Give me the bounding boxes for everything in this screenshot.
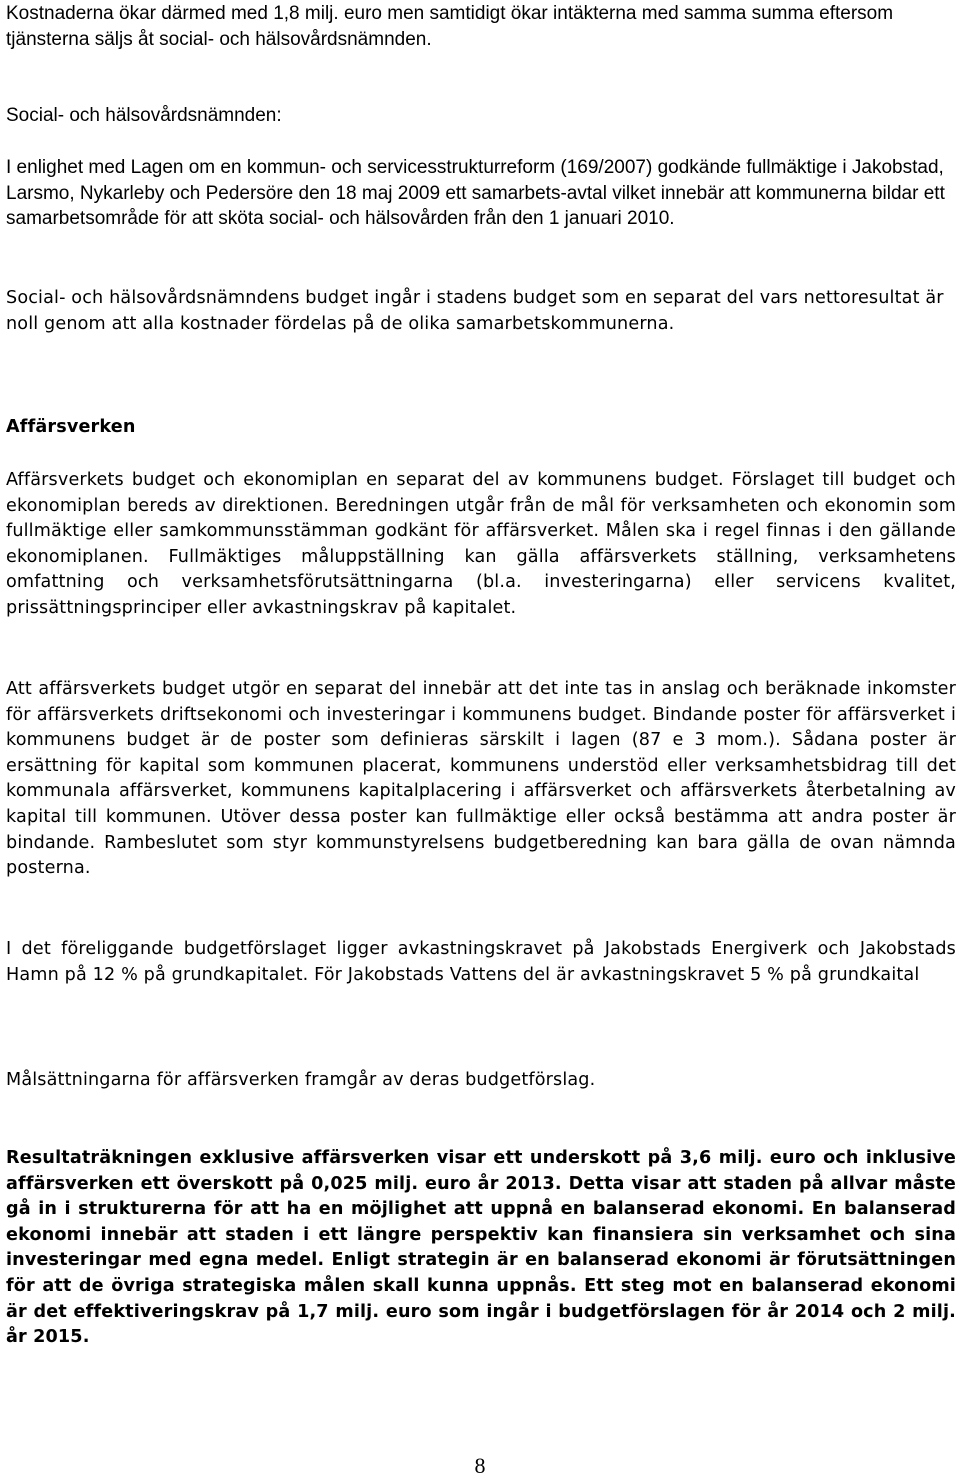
affarsverken-paragraph-3: I det föreliggande budgetförslaget ligger avkastningskravet på Jakobstads Energiverk och Jakobstads Hamn på 12 % på grundkapitalet. För Jakobstads Vattens del är avkastningskravet 5 % på grundkaital	[6, 939, 956, 985]
affarsverken-heading: Affärsverken	[6, 417, 136, 437]
social-heading: Social- och hälsovårdsnämnden:	[6, 105, 282, 126]
malsattning-paragraph: Målsättningarna för affärsverken framgår av deras budgetförslag.	[6, 1070, 596, 1090]
affarsverken-paragraph-1: Affärsverkets budget och ekonomiplan en separat del av kommunens budget. Förslaget till budget och ekonomiplan bereds av direktionen. Beredningen utgår från de mål för verksamheten och ekonomin som fullmäktige eller samkommunsstämman godkänt för affärsverket. Målen ska i regel finnas i den gällande ekonomiplanen. Fullmäktiges måluppställning kan gälla affärsverkets ställning, verksamhetens omfattning och verksamhetsförutsättningarna (bl.a. investeringarna) eller servicens kvalitet, prissättningsprinciper eller avkastningskrav på kapitalet.	[6, 470, 956, 618]
intro-paragraph: Kostnaderna ökar därmed med 1,8 milj. euro men samtidigt ökar intäkterna med samma summa eftersom tjänsterna säljs åt social- och hälsovårdsnämnden.	[6, 3, 894, 50]
page-number: 8	[474, 1453, 486, 1478]
social-paragraph-2: Social- och hälsovårdsnämndens budget ingår i stadens budget som en separat del vars nettoresultat är noll genom att alla kostnader fördelas på de olika samarbetskommunerna.	[6, 288, 944, 334]
social-paragraph-1: I enlighet med Lagen om en kommun- och servicesstrukturreform (169/2007) godkände fullmäktige i Jakobstad, Larsmo, Nykarleby och Pedersöre den 18 maj 2009 ett samarbets-avtal vilket innebär att kommunerna bildar ett samarbetsområde för att sköta social- och hälsovården från den 1 januari 2010.	[6, 157, 945, 230]
resultat-paragraph: Resultaträkningen exklusive affärsverken visar ett underskott på 3,6 milj. euro och inklusive affärsverken ett överskott på 0,025 milj. euro år 2013. Detta visar att staden på allvar måste gå in i strukturerna för att ha en möjlighet att uppnå en balanserad ekonomi. En balanserad ekonomi innebär att staden i ett längre perspektiv kan finansiera sin verksamhet och sina investeringar med egna medel. Enligt strategin är en balanserad ekonomi är förutsättningen för att de övriga strategiska målen skall kunna uppnås. Ett steg mot en balanserad ekonomi är det effektiveringskrav på 1,7 milj. euro som ingår i budgetförslagen för år 2014 och 2 milj. år 2015.	[6, 1148, 956, 1348]
affarsverken-paragraph-2: Att affärsverkets budget utgör en separat del innebär att det inte tas in anslag och beräknade inkomster för affärsverkets driftsekonomi och investeringar i kommunens budget. Bindande poster för affärsverket i kommunens budget är de poster som definieras särskilt i lagen (87 e 3 mom.). Sådana poster är ersättning för kapital som kommunen placerat, kommunens understöd eller verksamhetsbidrag till det kommunala affärsverket, kommunens kapitalplacering i affärsverket och affärsverkets återbetalning av kapital till kommunen. Utöver dessa poster kan fullmäktige eller också bestämma att andra poster är bindande. Rambeslutet som styr kommunstyrelsens budgetberedning kan bara gälla de ovan nämnda posterna.	[6, 679, 956, 879]
